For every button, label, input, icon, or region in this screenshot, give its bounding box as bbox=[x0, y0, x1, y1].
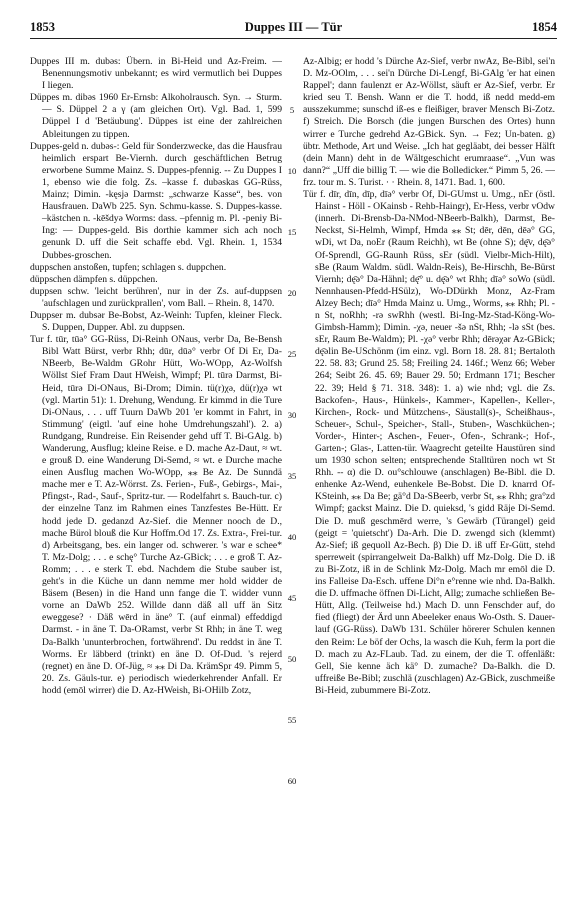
line-number: 5 bbox=[289, 105, 295, 115]
line-number: 15 bbox=[287, 227, 297, 237]
line-number: 20 bbox=[287, 288, 297, 298]
line-number: 55 bbox=[287, 715, 297, 725]
left-column bbox=[30, 56, 282, 898]
entry-duppes-iii: Duppes III m. dubəs: Übern. in Bi-Heid und Az-Freim. — Benennungsmotiv unbekannt; es wird vermutlich bei Duppes I liegen. bbox=[30, 56, 282, 92]
entry-tur-continued: Az-Albig; er hodd 's Dürche Az-Sief, verbr nwAz, Be-Bibl, sei'n D. Mz-OOlm, . . . sei'n Dürche Di-Lengf, Bi-GAlg 'er hat einen Rappel'; dann faulenzt er Az-Wöllst, säuft er Az-Sief, verbr. Er kried seu T. Bensh. Wann er die T. hodd, iß nedd medd-em ausszekumme; sunschd iß-es e fleißiger, braver Mensch Bi-Zotz. f) Streich. Die Borsch (die jungen Burschen des Ortes) hunn wirrer e Turche gedrehd Az-GBick. Syn. → Fez; Un-baten. g) übtr. Methode, Art und Weise. „Ich hat gegläabt, dei besser Hälft (dein Mann) deht in de Wältgeschicht erumraase“. „Vun was dann?“ „Uff die billig T. — wie die Bolledicker.“ Pimm 5, 26. — frz. tour m. S. Turist. · · Rhein. 8, 1471. Bad. 1, 600. bbox=[303, 56, 555, 188]
entry-duppsen: duppsen schw. 'leicht berühren', nur in der Zs. auf-duppsen 'aufschlagen und zurückprallen', vom Ball. – Rhein. 8, 1470. bbox=[30, 285, 282, 309]
line-number: 25 bbox=[287, 349, 297, 359]
entry-dueppschen: düppschen dämpfen s. düppchen. bbox=[30, 273, 158, 285]
right-column-number: 1854 bbox=[532, 20, 557, 34]
line-number: 35 bbox=[287, 471, 297, 481]
line-number: 10 bbox=[287, 166, 297, 176]
line-number: 30 bbox=[287, 410, 297, 420]
line-number: 45 bbox=[287, 593, 297, 603]
entry-tuer: Tür f. dīr, dīn, dīp, dīə° verbr Of, Di-GUmst u. Umg., nEr (östl. Hainst - Höll - OKainsb - Rehb-Haingr), Er-Hess, verbr vOdw (innerh. Di-Brensb-Da-NMod-NBeerb-Balkh), Darmst, Be-Neckst, Si-Helmh, Wimpf, Hmda ⁎⁎ St; dēr, dēn, dēə° GG, wDi, wt Da, noEr (Raum Reichh), wt Be (ohne S); dę̄v, dę̄ə° Of-Sprendl, GG-Raunh Rüss, sEr (südl. Vielbr-Mich-Hilt), sBe (Raum Waldm. südl. Waldn-Reis), Be-Hirschh, Be-Bürst Viernh; dę̄ə° Da-Hähnl; dę̄° u. dę̄ə° wt Rhh; dīə° soWo (südl. Nennhausen-Pfedd-HSülz), Wo-DDürkh Monz, Az-Fram Alzey Bech; dīə° Hmda Mainz u. Umg., Worms, ⁎⁎ Rhh; Pl. -n St, noRhh; -rə swRhh (westl. Bi-Ing-Mz-Stad-Köng-Wo-Gimbsh-Hamm); Dimin. -χə, neuer -šə nSt, Rhh; -lə sSt (bes. sEr, Raum Be-Waldm); Pl. -χə° verbr Rhh; dērəχər Az-GBick; dę̄əlin Be-USchönm (im einz. vgl. Born 18. 28. 81; Bertaloth 22. 58. 83; Grund 25. 58; Freiling 24. 146f.; Wenz 66; Weber 264; Seibt 26. 45. 69; Bauer 29. 50; Erdmann 171; Bescher 22. 39; Held § 71. 318. 348): 1. a) wie nhd; vgl. die Zs. Backofen-, Haus-, Hünkels-, Kammer-, Kapellen-, Keller-, Kirchen-, Rock- und Mützchens-, Säustall(s)-, Scheißhaus-, Scheuer-, Schul-, Speicher-, Stall-, Stuben-, Waschküchen-; Vorder-, Hinter-; Aschen-, Feuer-, Ofen-, Schrank-; Hof-, Garten-; Glas-, Latten-tür. Waagrecht geteilte Haustüren sind um 1930 schon selten; entsprechende Stalltüren noch wt St Rhh. -- α) die D. ou°schlouwe (anschlagen) Be-Bibl. die D. enhenke Az-Wend, euhenkele Be-Bobst. Die D. knarrd Of-KSteinh, ⁎⁎ Da Be; gä°d Da-SBeerb, verbr St, ⁎⁎ Rhh; gra°zd Wimpf; gackst Mainz. Die D. quieksd, 's gidd Räje Di-Semd. Die D. muß geschmērd werre, 's Gewärb (Türangel) geid (geigt = 'quietscht') Da-Arh. Die D. zwengd sich (klemmt) Az-Sief; iß gequoll Az-Bech. β) Die D. iß uff Er-Gütt, stehd sperreweit (spirrangelweit Da-Balkh) uff Mz-Dolg. Die D. iß zu Bi-Zotz, iß in de Schlink Mz-Dolg. Mach mr emōl die D. ins Falleise Da-Esch. uffene Di°n e°renne wie nhd. Da-Balkh. die D. uffmache öffnen Di-Licht, Allg; zumache schließen Be-Hütt, Allg. (Teilweise hd.) Mach D. unn Fenschder auf, do fied (fliegt) der Ärd unn Abeeleker enaus Wo-Osth. S. Dauer-lauf (GG-Rüss). DaWb 131. Schüler hörerer Schulen kennen den Reim: Le böf der Ochs, la wasch die Kuh, ferm la port die D. mach zu Az-FLaub. Tad. zu einem, der die T. offenläßt: Gell, Sie kenne äch kä° D. zumache? Da-Balkh. die D. uffreiße Be-Bibl; zuschlä (zuschlagen) Az-GBick, zuschmeiße Bi-Heid, zubummere Bi-Zotz. bbox=[303, 189, 555, 696]
right-column bbox=[303, 56, 555, 898]
entry-tur: Tur f. tūr, tūə° GG-Rüss, Di-Reinh ONaus, verbr Da, Be-Bensh Bibl Watt Bürst, verbr Rhh; dūr, dūə° verbr Of Di Er, Da-NBeerb, Be-Waldm GRohr Hütt, Wo-WOpp, Az-Wolfsh Wöllst Sief Fram Daut HWeish, Wimpf; Pl. tūrə Darmst, Bi-Heid, tūrə Di-ONaus, Bi-Drom; Dimin. tü(r)χə, dü(r)χə wt (vgl. Martin 51): 1. Drehung, Wendung. Er kimmd in die Ture Di-ONaus, . . . uff Tuurn DaWb 201 'er kommt in Fahrt, in Stimmung' (eigtl. 'auf eine hohe Umdrehungszahl'). 2. a) Rundgang, Rundreise. Ein Reisender gehd uff T. Bi-GAlg. b) Wanderung, Ausflug; kleine Reise. e D. mache Az-Daut, ≈ wt. e grouß D. eine Wanderung Di-Semd, ≈ wt. e Durche mache einen Ausflug machen Wo-WOpp, ⁎⁎ Be Az. De Sunndä mache mer e T. Az-Wörrst. Zs. Ferien-, Fuß-, Gebirgs-, Mai-, Pfingst-, Rad-, Sauf-, Spritz-tur. — Rodelfahrt s. Bauch-tur. c) der einzelne Tanz im Rahmen eines Tanzfestes Be-Hütt. Er hodd jede D. gedanzd Az-Sief. die Menner nooch de D., mache Bürol blouß die Kur Hoffm.Od 17. Zs. Extra-, Frei-tur. d) Arbeitsgang, bes. ein langer od. schwerer. 's war e schee* T. Mz-Dolg; . . . e schę° Turche Az-GBick; . . . e groß T. Az-Romm; . . . e sterk T. ebd. Nachdem die Stube sauber ist, geht's in die Küche un dann nemme mer hold widder de Bäsem (Besen) in die Hand unn fange die T. widder vunn vorne an DaWb 252. Willde dann däß all uff än Sitz eweggese? · Däß wērd in äne° T. (auf einmal) effeddigd Darmst. - in äne T. Da-ORamst, verbr St Rhh; in äne T. weg Da-Balkh 'ununterbrochen, fortwährend'. Du reddst in äne T. Worms. Er läbberd (trinkt) en äne D. Of-Dud. 's rejerd (regnet) en äne D. Of-Jüg, ≈ ⁎⁎ Di Da. KrämSpr 49. Pimm 5, 20. Zs. Gäuls-tur. e) periodisch wiederkehrender Anfall. Er hodd (emōl wirrer) die D. Az-HWeish, Bi-OHilb Zotz, bbox=[30, 334, 282, 696]
header-rule bbox=[30, 38, 557, 39]
left-column-number: 1853 bbox=[30, 20, 55, 34]
line-number-gutter bbox=[283, 56, 301, 898]
line-number: 60 bbox=[287, 776, 297, 786]
entry-duppschen: duppschen anstoßen, tupfen; schlagen s. duppchen. bbox=[30, 261, 227, 273]
entry-dueppes: Düppes m. dibəs 1960 Er-Ernsb: Alkoholrausch. Syn. → Sturm. — S. Düppel 2 a γ (am gleichen Ort). Vgl. Bad. 1, 599 Düppel I d 'Betäubung'. Düppes ist eine der zahlreichen Ableitungen zu tippen. bbox=[30, 92, 282, 140]
entry-duppser: Duppser m. dubsər Be-Bobst, Az-Weinh: Tupfen, kleiner Fleck. S. Duppen, Dupper. Abl. zu duppsen. bbox=[30, 309, 282, 334]
running-title: Duppes III — Tür bbox=[244, 20, 343, 34]
line-number: 40 bbox=[287, 532, 297, 542]
entry-duppes-geld: Duppes-geld n. dubəs-: Geld für Sonderzwecke, das die Hausfrau heimlich erspart Be-Viernh. durch geschäftlichen Betrug erworbene Summe Mainz. S. Duppes-pfennig. -- Zu Duppes I 1, ebenso wie die folg. Zs. –kasse f. dubəskas GG-Rüss, Mainz; Dimin. -kęsjə Darmst: „schwarze Kasse“, bes. von Hausfrauen. DaWb 225. Syn. Schmu-kasse. S. Duppes-kasse. –kästchen n. -kēšdyə Worms: dass. –pfennig m. Pl. -peniy Bi-Ing: — Duppes-geld. Bis dorthie kammer sich ach noch genunk D. uff die Seit schaffe ebd. Vgl. Rhein. 1, 1534 Dubbes-groschen. bbox=[30, 140, 282, 261]
line-number: 50 bbox=[287, 654, 297, 664]
